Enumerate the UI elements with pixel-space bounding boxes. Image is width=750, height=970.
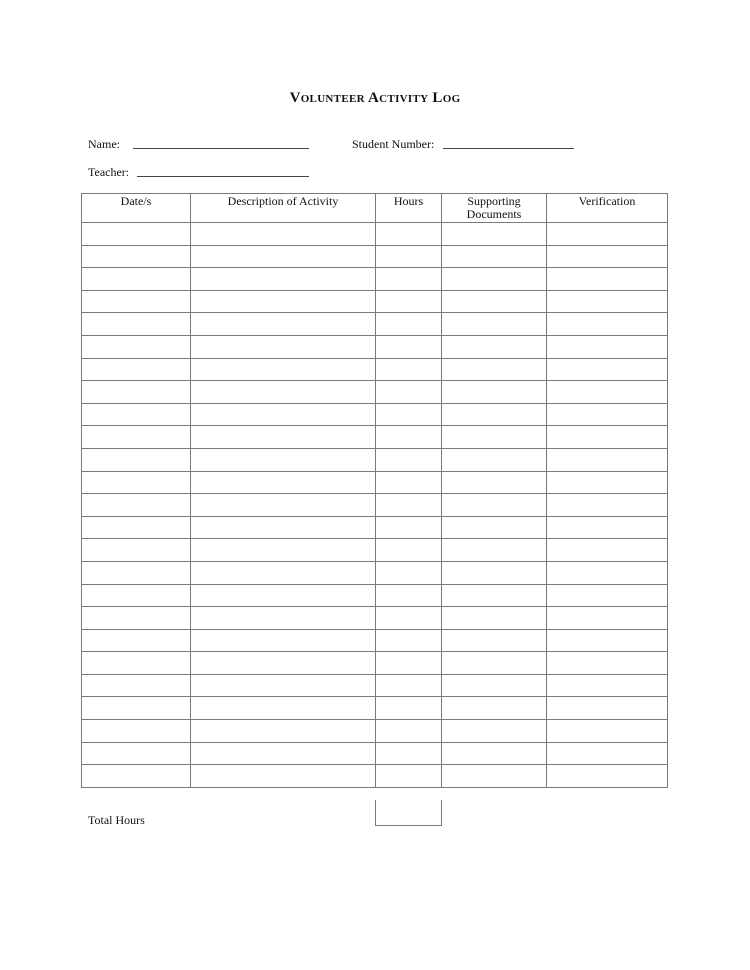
- hours-cell[interactable]: [376, 765, 442, 788]
- table-row: [82, 403, 668, 426]
- name-field[interactable]: [133, 136, 309, 149]
- supporting-documents-cell[interactable]: [442, 245, 547, 268]
- hours-cell[interactable]: [376, 313, 442, 336]
- description-cell[interactable]: [191, 720, 376, 743]
- description-cell[interactable]: [191, 697, 376, 720]
- verification-cell[interactable]: [547, 358, 668, 381]
- description-cell[interactable]: [191, 268, 376, 291]
- teacher-field[interactable]: [137, 164, 309, 177]
- supporting-documents-cell[interactable]: [442, 426, 547, 449]
- date-cell[interactable]: [82, 516, 191, 539]
- supporting-documents-cell[interactable]: [442, 358, 547, 381]
- hours-cell[interactable]: [376, 742, 442, 765]
- description-cell[interactable]: [191, 403, 376, 426]
- supporting-documents-cell[interactable]: [442, 561, 547, 584]
- description-cell[interactable]: [191, 335, 376, 358]
- supporting-documents-cell[interactable]: [442, 584, 547, 607]
- supporting-documents-cell[interactable]: [442, 448, 547, 471]
- description-cell[interactable]: [191, 448, 376, 471]
- verification-cell[interactable]: [547, 471, 668, 494]
- description-cell[interactable]: [191, 674, 376, 697]
- header-dates: Date/s: [82, 194, 191, 223]
- verification-cell[interactable]: [547, 403, 668, 426]
- student-number-label: Student Number:: [352, 137, 435, 151]
- verification-cell[interactable]: [547, 268, 668, 291]
- table-row: [82, 223, 668, 246]
- hours-cell[interactable]: [376, 335, 442, 358]
- table-row: [82, 313, 668, 336]
- supporting-documents-cell[interactable]: [442, 742, 547, 765]
- verification-cell[interactable]: [547, 335, 668, 358]
- date-cell[interactable]: [82, 313, 191, 336]
- verification-cell[interactable]: [547, 697, 668, 720]
- supporting-documents-cell[interactable]: [442, 720, 547, 743]
- date-cell[interactable]: [82, 223, 191, 246]
- table-row: [82, 381, 668, 404]
- description-cell[interactable]: [191, 765, 376, 788]
- student-number-field[interactable]: [443, 136, 574, 149]
- date-cell[interactable]: [82, 561, 191, 584]
- page-title: Volunteer Activity Log: [289, 90, 461, 106]
- verification-cell[interactable]: [547, 629, 668, 652]
- header-hours: Hours: [376, 194, 442, 223]
- name-label: Name:: [88, 137, 120, 151]
- header-row: [82, 194, 668, 223]
- supporting-documents-cell[interactable]: [442, 516, 547, 539]
- supporting-documents-cell[interactable]: [442, 403, 547, 426]
- hours-cell[interactable]: [376, 381, 442, 404]
- date-cell[interactable]: [82, 245, 191, 268]
- supporting-documents-cell[interactable]: [442, 290, 547, 313]
- verification-cell[interactable]: [547, 652, 668, 675]
- date-cell[interactable]: [82, 403, 191, 426]
- date-cell[interactable]: [82, 674, 191, 697]
- table-row: [82, 471, 668, 494]
- supporting-documents-cell[interactable]: [442, 629, 547, 652]
- description-cell[interactable]: [191, 245, 376, 268]
- table-row: [82, 697, 668, 720]
- supporting-documents-cell[interactable]: [442, 765, 547, 788]
- hours-cell[interactable]: [376, 561, 442, 584]
- hours-cell[interactable]: [376, 223, 442, 246]
- description-cell[interactable]: [191, 539, 376, 562]
- description-cell[interactable]: [191, 607, 376, 630]
- verification-cell[interactable]: [547, 539, 668, 562]
- table-row: [82, 674, 668, 697]
- hours-cell[interactable]: [376, 494, 442, 517]
- supporting-documents-cell[interactable]: [442, 223, 547, 246]
- description-cell[interactable]: [191, 381, 376, 404]
- table-row: [82, 765, 668, 788]
- supporting-documents-cell[interactable]: [442, 652, 547, 675]
- supporting-documents-cell[interactable]: [442, 335, 547, 358]
- date-cell[interactable]: [82, 335, 191, 358]
- description-cell[interactable]: [191, 652, 376, 675]
- hours-cell[interactable]: [376, 607, 442, 630]
- table-row: [82, 494, 668, 517]
- date-cell[interactable]: [82, 720, 191, 743]
- table-row: [82, 561, 668, 584]
- hours-cell[interactable]: [376, 516, 442, 539]
- hours-cell[interactable]: [376, 426, 442, 449]
- description-cell[interactable]: [191, 223, 376, 246]
- date-cell[interactable]: [82, 448, 191, 471]
- activity-table: [81, 193, 668, 788]
- supporting-documents-cell[interactable]: [442, 494, 547, 517]
- date-cell[interactable]: [82, 607, 191, 630]
- table-row: [82, 720, 668, 743]
- table-row: [82, 358, 668, 381]
- date-cell[interactable]: [82, 381, 191, 404]
- table-row: [82, 516, 668, 539]
- header-supporting-documents: Supporting Documents: [442, 194, 547, 223]
- description-cell[interactable]: [191, 584, 376, 607]
- supporting-documents-cell[interactable]: [442, 471, 547, 494]
- total-hours-label: Total Hours: [88, 813, 145, 827]
- verification-cell[interactable]: [547, 426, 668, 449]
- date-cell[interactable]: [82, 629, 191, 652]
- verification-cell[interactable]: [547, 516, 668, 539]
- table-row: [82, 629, 668, 652]
- teacher-label: Teacher:: [88, 165, 130, 179]
- supporting-documents-cell[interactable]: [442, 381, 547, 404]
- hours-cell[interactable]: [376, 290, 442, 313]
- date-cell[interactable]: [82, 697, 191, 720]
- table-row: [82, 448, 668, 471]
- table-row: [82, 742, 668, 765]
- supporting-documents-cell[interactable]: [442, 539, 547, 562]
- supporting-documents-cell[interactable]: [442, 674, 547, 697]
- header-verification: Verification: [547, 194, 668, 223]
- date-cell[interactable]: [82, 742, 191, 765]
- supporting-documents-cell[interactable]: [442, 697, 547, 720]
- supporting-documents-cell[interactable]: [442, 313, 547, 336]
- date-cell[interactable]: [82, 358, 191, 381]
- table-row: [82, 290, 668, 313]
- date-cell[interactable]: [82, 290, 191, 313]
- description-cell[interactable]: [191, 358, 376, 381]
- table-row: [82, 335, 668, 358]
- description-cell[interactable]: [191, 742, 376, 765]
- verification-cell[interactable]: [547, 381, 668, 404]
- description-cell[interactable]: [191, 290, 376, 313]
- verification-cell[interactable]: [547, 674, 668, 697]
- header-description: Description of Activity: [191, 194, 376, 223]
- hours-cell[interactable]: [376, 674, 442, 697]
- verification-cell[interactable]: [547, 223, 668, 246]
- date-cell[interactable]: [82, 494, 191, 517]
- hours-cell[interactable]: [376, 720, 442, 743]
- verification-cell[interactable]: [547, 742, 668, 765]
- verification-cell[interactable]: [547, 494, 668, 517]
- verification-cell[interactable]: [547, 448, 668, 471]
- table-row: [82, 245, 668, 268]
- verification-cell[interactable]: [547, 245, 668, 268]
- table-row: [82, 268, 668, 291]
- verification-cell[interactable]: [547, 584, 668, 607]
- hours-cell[interactable]: [376, 403, 442, 426]
- hours-cell[interactable]: [376, 629, 442, 652]
- description-cell[interactable]: [191, 516, 376, 539]
- description-cell[interactable]: [191, 494, 376, 517]
- verification-cell[interactable]: [547, 607, 668, 630]
- date-cell[interactable]: [82, 426, 191, 449]
- date-cell[interactable]: [82, 471, 191, 494]
- hours-cell[interactable]: [376, 268, 442, 291]
- date-cell[interactable]: [82, 268, 191, 291]
- table-row: [82, 426, 668, 449]
- total-hours-field[interactable]: [375, 800, 442, 826]
- verification-cell[interactable]: [547, 290, 668, 313]
- description-cell[interactable]: [191, 471, 376, 494]
- table-row: [82, 607, 668, 630]
- table-row: [82, 584, 668, 607]
- verification-cell[interactable]: [547, 561, 668, 584]
- description-cell[interactable]: [191, 561, 376, 584]
- date-cell[interactable]: [82, 539, 191, 562]
- verification-cell[interactable]: [547, 765, 668, 788]
- hours-cell[interactable]: [376, 448, 442, 471]
- hours-cell[interactable]: [376, 697, 442, 720]
- table-row: [82, 539, 668, 562]
- hours-cell[interactable]: [376, 539, 442, 562]
- hours-cell[interactable]: [376, 652, 442, 675]
- verification-cell[interactable]: [547, 720, 668, 743]
- supporting-documents-cell[interactable]: [442, 268, 547, 291]
- date-cell[interactable]: [82, 652, 191, 675]
- hours-cell[interactable]: [376, 471, 442, 494]
- description-cell[interactable]: [191, 629, 376, 652]
- hours-cell[interactable]: [376, 584, 442, 607]
- description-cell[interactable]: [191, 313, 376, 336]
- date-cell[interactable]: [82, 584, 191, 607]
- table-row: [82, 652, 668, 675]
- hours-cell[interactable]: [376, 245, 442, 268]
- description-cell[interactable]: [191, 426, 376, 449]
- date-cell[interactable]: [82, 765, 191, 788]
- verification-cell[interactable]: [547, 313, 668, 336]
- hours-cell[interactable]: [376, 358, 442, 381]
- supporting-documents-cell[interactable]: [442, 607, 547, 630]
